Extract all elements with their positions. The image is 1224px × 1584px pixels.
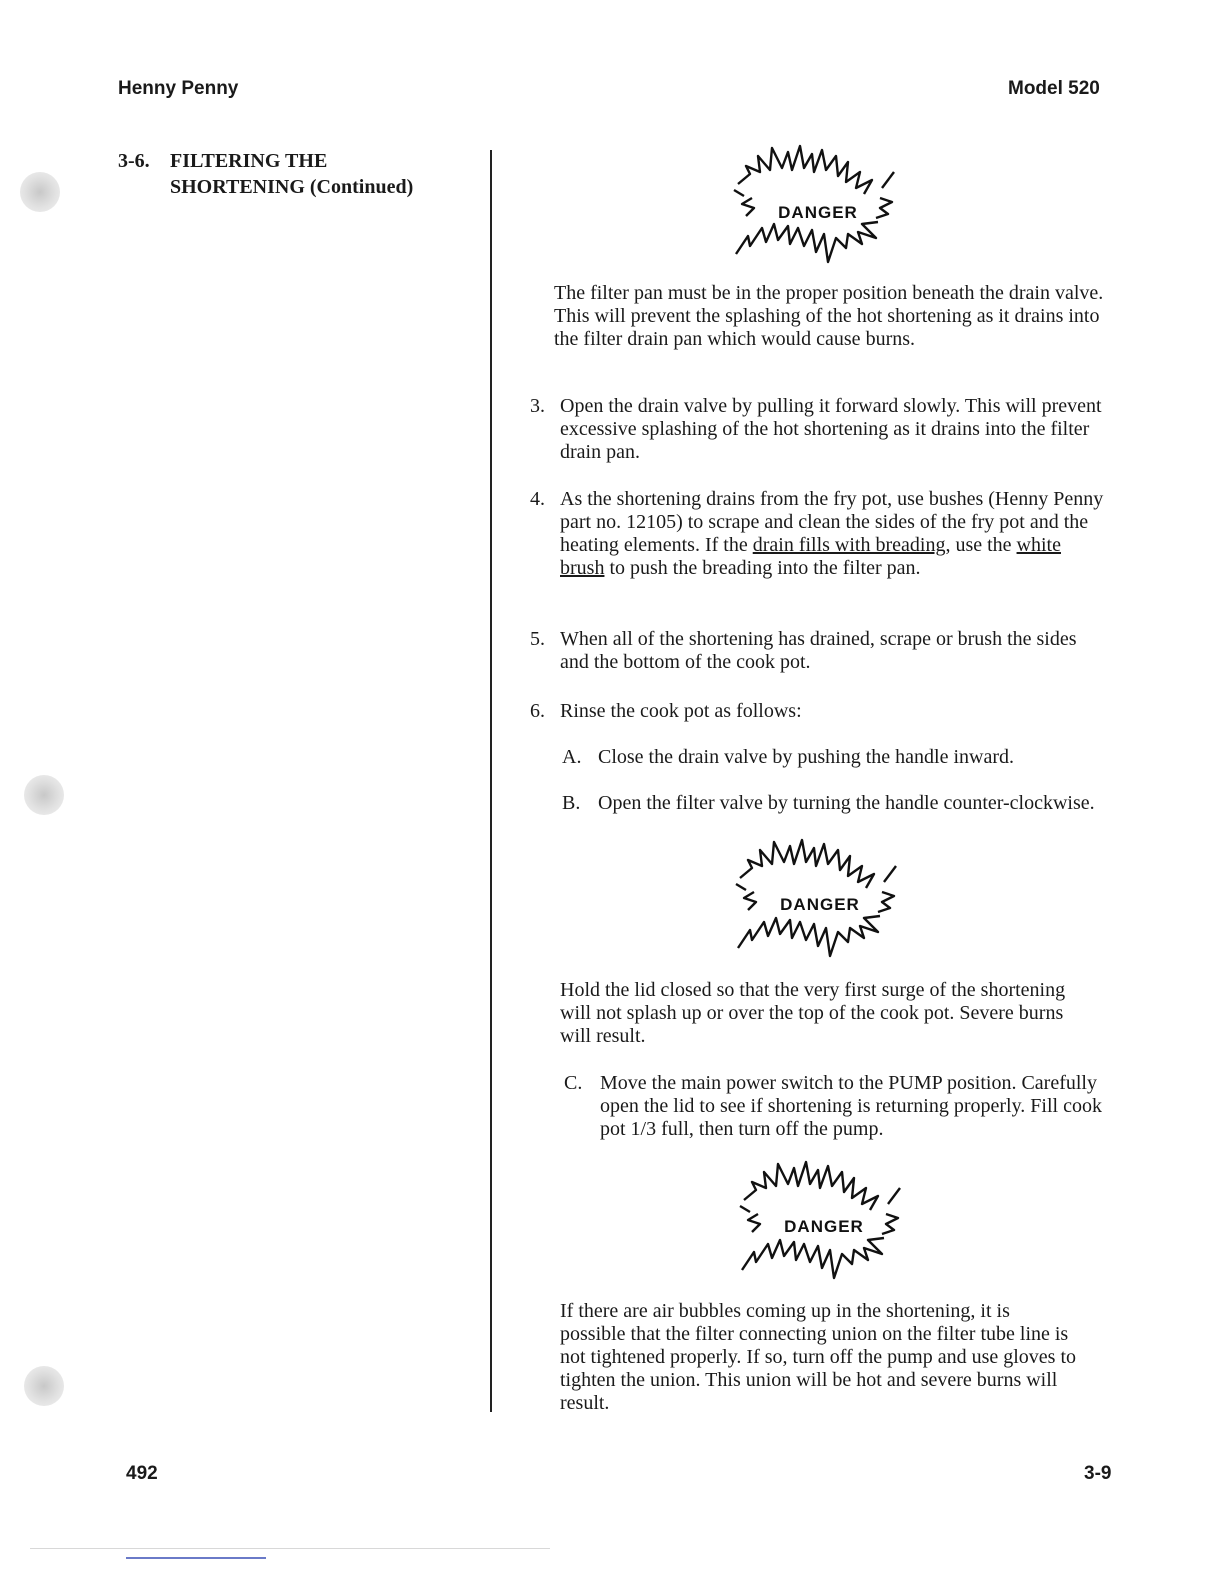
danger-label: DANGER bbox=[778, 203, 858, 222]
danger-burst-graphic bbox=[728, 142, 908, 282]
step-text bbox=[560, 488, 1104, 580]
step-letter: B. bbox=[562, 792, 581, 814]
section-title bbox=[118, 148, 413, 200]
danger-burst-icon bbox=[730, 836, 910, 976]
punch-hole bbox=[20, 172, 60, 212]
scan-artifact-line bbox=[126, 1557, 266, 1559]
scan-artifact-line bbox=[30, 1548, 550, 1549]
danger-paragraph-2: Hold the lid closed so that the very first surge of the shortening will not splash up or over the top of the cook pot. Severe burns will result. bbox=[560, 979, 1066, 1047]
step-text: Open the drain valve by pulling it forward slowly. This will prevent excessive splashing of the hot shortening as it drains into the filter drain pan. bbox=[560, 395, 1102, 463]
step-5 bbox=[530, 628, 1104, 674]
section-title-line1: FILTERING THE bbox=[170, 150, 328, 172]
header-model: Model 520 bbox=[1008, 78, 1100, 99]
step-text-part: , use the bbox=[945, 534, 1017, 556]
column-divider bbox=[490, 150, 492, 1412]
step-text: Close the drain valve by pushing the handle inward. bbox=[598, 746, 1015, 768]
danger-paragraph-3: If there are air bubbles coming up in the shortening, it is possible that the filter connecting union on the filter tube line is not tightened properly. If so, turn off the pump and use gloves to tighten the union. This union will be hot and severe burns will result. bbox=[560, 1300, 1077, 1414]
underlined-phrase: white brush bbox=[560, 534, 1061, 579]
step-text: Move the main power switch to the PUMP position. Carefully open the lid to see if shortening is returning properly. Fill cook pot 1/3 full, then turn off the pump. bbox=[600, 1072, 1102, 1140]
step-3 bbox=[530, 395, 1104, 464]
danger-burst-icon bbox=[734, 1158, 914, 1298]
step-letter: C. bbox=[564, 1072, 583, 1094]
step-text: Open the filter valve by turning the handle counter-clockwise. bbox=[598, 792, 1095, 814]
step-6 bbox=[530, 700, 1104, 723]
danger-label: DANGER bbox=[780, 895, 860, 914]
step-c bbox=[564, 1072, 1109, 1141]
danger-burst-graphic bbox=[730, 836, 910, 976]
danger-label: DANGER bbox=[784, 1217, 864, 1236]
section-title-line2: SHORTENING (Continued) bbox=[170, 176, 414, 198]
step-text: Rinse the cook pot as follows: bbox=[560, 700, 802, 722]
step-4 bbox=[530, 488, 1104, 580]
punch-hole bbox=[24, 775, 64, 815]
footer-page-number: 3-9 bbox=[1084, 1463, 1112, 1484]
step-text: When all of the shortening has drained, scrape or brush the sides and the bottom of the cook pot. bbox=[560, 628, 1077, 673]
step-text-part: to push the breading into the filter pan. bbox=[604, 557, 921, 579]
step-a bbox=[562, 746, 1107, 769]
step-number: 4. bbox=[530, 488, 545, 510]
danger-burst-icon bbox=[728, 142, 908, 282]
header-brand: Henny Penny bbox=[118, 78, 239, 99]
step-b bbox=[562, 792, 1107, 815]
footer-page-code: 492 bbox=[126, 1463, 158, 1484]
step-number: 6. bbox=[530, 700, 545, 722]
danger-burst-graphic bbox=[734, 1158, 914, 1298]
step-number: 5. bbox=[530, 628, 545, 650]
underlined-phrase: drain fills with breading bbox=[752, 534, 946, 556]
step-letter: A. bbox=[562, 746, 582, 768]
punch-hole bbox=[24, 1366, 64, 1406]
step-text-part: As the shortening drains from the fry pot, use bushes (Henny Penny part no. 12105) to scrape and clean the sides of the fry pot and the heating elements. If the bbox=[560, 488, 1104, 556]
section-number: 3-6. bbox=[118, 150, 150, 172]
danger-paragraph-1: The filter pan must be in the proper position beneath the drain valve. This will prevent the splashing of the hot shortening as it drains into the filter drain pan which would cause burns. bbox=[554, 282, 1104, 350]
step-number: 3. bbox=[530, 395, 545, 417]
